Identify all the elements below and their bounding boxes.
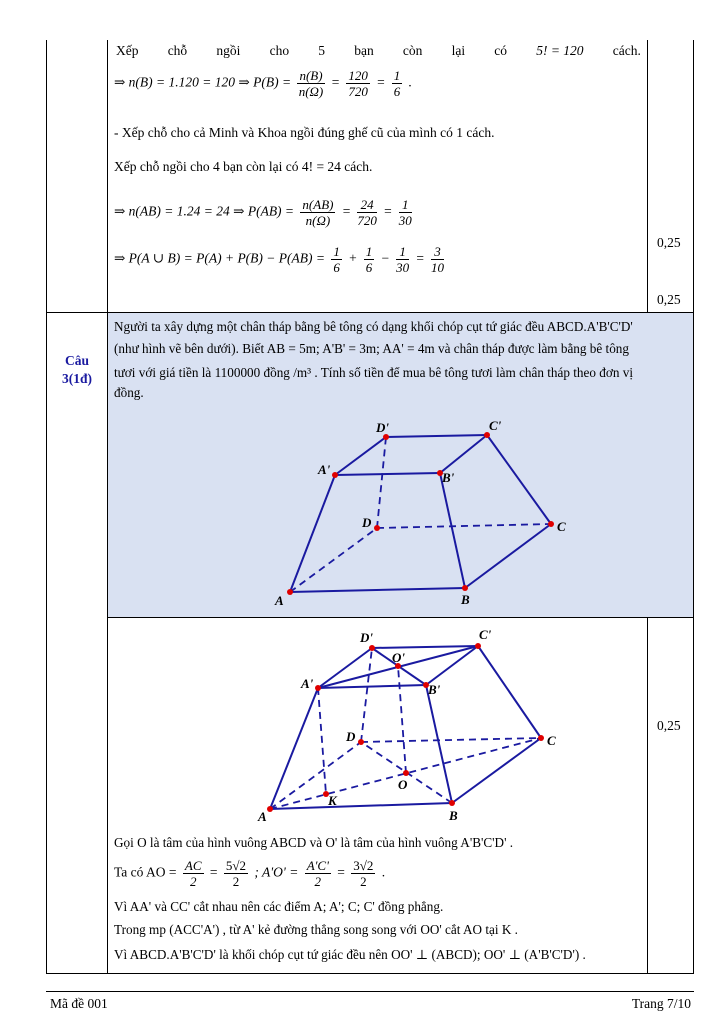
fraction [183, 858, 204, 889]
operator: − [380, 250, 390, 266]
hidden-edge-A1K [318, 688, 326, 794]
point-C1 [475, 643, 481, 649]
label-A1: A' [318, 462, 331, 477]
edge-A1B1 [318, 685, 426, 688]
word: cho [269, 43, 290, 58]
edge-AB [270, 803, 452, 809]
label-C: C [547, 733, 556, 748]
row1-line3: - Xếp chỗ cho cả Minh và Khoa ngồi đúng ghế cũ của mình có 1 cách. [114, 125, 495, 140]
point-O [403, 770, 409, 776]
label-D1: D' [376, 420, 389, 435]
label-O: O [398, 777, 408, 792]
question-line4: đồng. [114, 385, 144, 400]
question-line3: tươi với giá tiền là 1100000 đồng /m³ . Tính số tiền để mua bê tông tươi làm chân tháp theo đơn vị [114, 365, 633, 380]
denominator: 2 [189, 874, 197, 889]
operator: = [415, 250, 425, 266]
footer-right: Trang 7/10 [631, 996, 691, 1011]
edge-D1A1 [318, 648, 372, 688]
label-D1: D' [360, 630, 373, 645]
label-A: A [275, 593, 284, 608]
label-A: A [258, 809, 267, 824]
hidden-edge-DC [361, 738, 541, 742]
operator: = [383, 203, 393, 219]
numerator: 120 [348, 68, 368, 83]
row1-line4: Xếp chỗ ngồi cho 4 bạn còn lại có 4! = 24 cách. [114, 159, 373, 174]
formula-text: ⇒ P(A ∪ B) = P(A) + P(B) − P(AB) = [114, 250, 325, 266]
label-B: B [449, 808, 458, 823]
numerator: 3 [431, 244, 444, 260]
word: còn [402, 43, 423, 58]
hidden-edge-OO1 [398, 666, 406, 773]
question-line1: Người ta xây dựng một chân tháp bằng bê tông có dạng khối chóp cụt tứ giác đều ABCD.A'B'C'D' [114, 319, 633, 334]
formula-text: ; A'O' = [254, 864, 299, 880]
solution-line5: Vì ABCD.A'B'C'D' là khối chóp cụt tứ giác đều nên OO' ⊥ (ABCD); OO' ⊥ (A'B'C'D') . [114, 947, 586, 962]
score-2: 0,25 [657, 292, 681, 307]
operator: = [337, 864, 345, 880]
formula-text: ⇒ n(B) = 1.120 = 120 ⇒ P(B) = [114, 74, 292, 90]
numerator: 3√2 [353, 858, 374, 873]
edge-BC [452, 738, 541, 803]
numerator: 5√2 [225, 858, 247, 873]
word: cách. [612, 43, 641, 58]
point-A1 [315, 685, 321, 691]
operator: + [348, 250, 358, 266]
period: . [381, 864, 386, 880]
fraction [224, 858, 248, 889]
question-label-line1: Câu [64, 353, 89, 368]
label-B1: B' [442, 470, 455, 485]
label-C1: C' [489, 418, 502, 433]
operator: = [376, 74, 386, 90]
word: có [494, 43, 508, 58]
label-D: D [346, 729, 356, 744]
label-B1: B' [428, 682, 441, 697]
label-O1: O' [392, 650, 405, 665]
denominator: 2 [232, 874, 240, 889]
numerator: n(AB) [302, 197, 334, 212]
denominator: 720 [357, 213, 377, 228]
point-B [449, 800, 455, 806]
point-A [267, 806, 273, 812]
numerator: 1 [333, 244, 340, 259]
label-D: D [362, 515, 372, 530]
word: Xếp [116, 43, 139, 58]
denominator: 6 [393, 84, 401, 99]
denominator: 2 [314, 874, 322, 889]
denominator: n(Ω) [305, 213, 331, 228]
numerator: 1 [365, 244, 373, 259]
fraction [351, 858, 375, 889]
denominator: 10 [431, 260, 444, 275]
edge-CC1 [478, 646, 541, 738]
denominator: 30 [396, 260, 410, 275]
formula-text: Ta có AO = [114, 864, 177, 880]
operator: = [341, 203, 351, 219]
period: . [408, 74, 413, 90]
footer-rule [46, 991, 694, 992]
denominator: n(Ω) [298, 84, 324, 99]
denominator: 6 [333, 260, 340, 275]
denominator: 6 [365, 260, 373, 275]
point-C [538, 735, 544, 741]
word: lại [451, 43, 466, 58]
point-D [358, 739, 364, 745]
edge-C1D1 [372, 646, 478, 648]
score-3: 0,25 [657, 718, 681, 733]
numerator: 24 [357, 197, 377, 213]
word: chỗ [167, 43, 188, 58]
numerator: A'C' [306, 858, 329, 873]
question-label-line2: 3(1đ) [62, 371, 92, 386]
solution-line2 [114, 858, 385, 889]
label-B: B [461, 592, 470, 607]
score-1: 0,25 [657, 235, 681, 250]
numerator: n(B) [299, 68, 323, 83]
label-C: C [557, 519, 566, 534]
denominator: 2 [360, 874, 367, 889]
fraction [305, 858, 331, 889]
word: 5 [318, 43, 326, 58]
word: bạn [354, 43, 374, 58]
numerator: 1 [393, 68, 401, 83]
point-D1 [369, 645, 375, 651]
footer-left: Mã đề 001 [50, 996, 108, 1011]
numerator: AC [184, 858, 202, 873]
word: ngồi [216, 43, 241, 58]
edge-BB1 [426, 685, 452, 803]
numerator: 1 [399, 197, 412, 213]
numerator: 1 [396, 244, 409, 260]
formula-text: ⇒ n(AB) = 1.24 = 24 ⇒ P(AB) = [114, 203, 295, 219]
question-line2: (như hình vẽ bên dưới). Biết AB = 5m; A'B' = 3m; AA' = 4m và chân tháp được làm bằng bê tông [114, 341, 629, 356]
word: 5! = 120 [536, 43, 584, 58]
operator: = [209, 864, 218, 880]
solution-line1: Gọi O là tâm của hình vuông ABCD và O' là tâm của hình vuông A'B'C'D' . [114, 835, 514, 850]
denominator: 720 [348, 84, 368, 99]
hidden-edge-DD1 [361, 648, 372, 742]
solution-line3: Vì AA' và CC' cắt nhau nên các điểm A; A'; C; C' đồng phẳng. [114, 899, 444, 914]
label-A1: A' [301, 676, 314, 691]
operator: = [330, 74, 341, 90]
denominator: 30 [398, 213, 412, 228]
label-K: K [328, 793, 337, 808]
solution-line4: Trong mp (ACC'A') , từ A' kẻ đường thẳng song song với OO' cắt AO tại K . [114, 922, 518, 937]
label-C1: C' [479, 627, 492, 642]
